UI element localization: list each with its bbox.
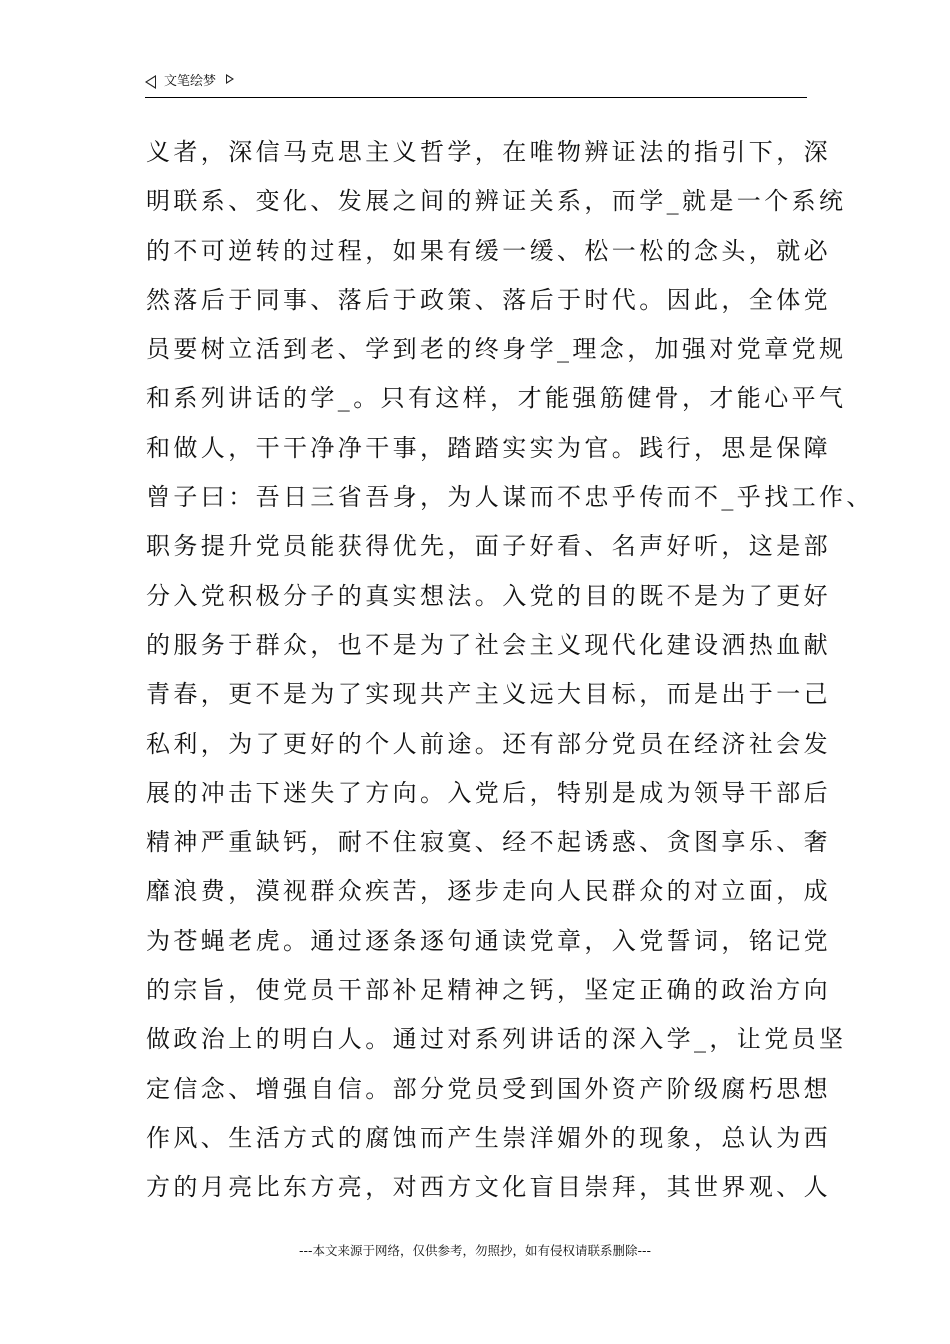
header-divider — [145, 97, 807, 98]
triangle-right-icon — [226, 74, 234, 84]
text-line: 作风、生活方式的腐蚀而产生崇洋媚外的现象，总认为西 — [146, 1123, 831, 1152]
text-line: 展的冲击下迷失了方向。入党后，特别是成为领导干部后 — [146, 778, 831, 807]
text-line: 私利，为了更好的个人前途。还有部分党员在经济社会发 — [146, 729, 831, 758]
text-line: 方的月亮比东方亮，对西方文化盲目崇拜，其世界观、人 — [146, 1173, 831, 1202]
text-line: 精神严重缺钙，耐不住寂寞、经不起诱惑、贪图享乐、奢 — [146, 828, 831, 857]
text-line: 和做人，干干净净干事，踏踏实实为官。践行，思是保障 — [146, 433, 831, 462]
text-line: 分入党积极分子的真实想法。入党的目的既不是为了更好 — [146, 581, 831, 610]
page-header — [145, 70, 807, 98]
text-line: 靡浪费，漠视群众疾苦，逐步走向人民群众的对立面，成 — [146, 877, 831, 906]
text-line: 和系列讲话的学_。只有这样，才能强筋健骨，才能心平气 — [146, 384, 847, 413]
text-line: 定信念、增强自信。部分党员受到国外资产阶级腐朽思想 — [146, 1074, 831, 1103]
header-brand-label: 文笔绘梦 — [164, 74, 217, 89]
text-line: 然落后于同事、落后于政策、落后于时代。因此，全体党 — [146, 285, 831, 314]
text-line: 职务提升党员能获得优先，面子好看、名声好听，这是部 — [146, 532, 831, 561]
page-footer-notice: ---本文来源于网络，仅供参考，勿照抄，如有侵权请联系删除--- — [298, 1243, 652, 1258]
text-line: 做政治上的明白人。通过对系列讲话的深入学_，让党员坚 — [146, 1025, 847, 1054]
text-line: 义者，深信马克思主义哲学，在唯物辨证法的指引下，深 — [146, 138, 831, 166]
header-brand — [145, 72, 234, 92]
triangle-left-icon — [145, 75, 156, 89]
text-line: 的宗旨，使党员干部补足精神之钙，坚定正确的政治方向 — [146, 976, 831, 1005]
text-line: 的不可逆转的过程，如果有缓一缓、松一松的念头，就必 — [146, 236, 831, 265]
text-line: 的服务于群众，也不是为了社会主义现代化建设洒热血献 — [146, 630, 831, 659]
text-line: 明联系、变化、发展之间的辨证关系，而学_就是一个系统 — [146, 187, 847, 216]
text-line: 为苍蝇老虎。通过逐条逐句通读党章，入党誓词，铭记党 — [146, 926, 831, 955]
text-line: 青春，更不是为了实现共产主义远大目标，而是出于一己 — [146, 680, 831, 709]
text-line: 员要树立活到老、学到老的终身学_理念，加强对党章党规 — [146, 335, 847, 364]
text-line: 曾子曰：吾日三省吾身，为人谋而不忠乎传而不_乎找工作、 — [146, 483, 874, 512]
document-body — [146, 128, 874, 1213]
